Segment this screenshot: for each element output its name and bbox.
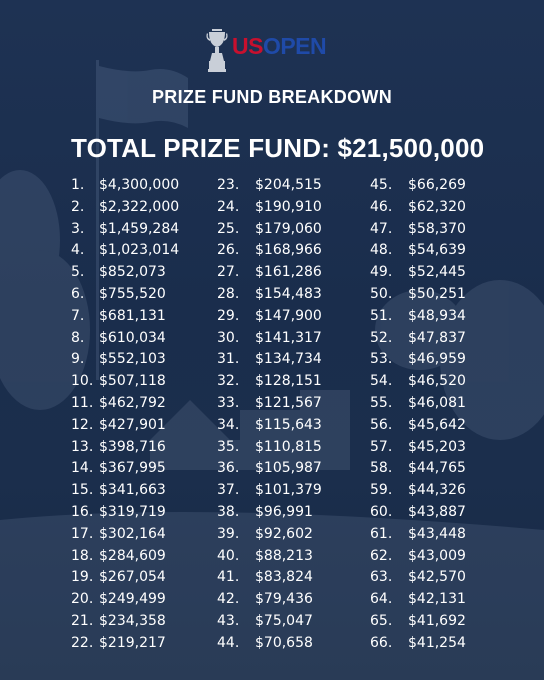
prize-amount: $41,692 — [408, 612, 466, 629]
prize-rank: 37. — [217, 482, 240, 499]
prize-row — [370, 328, 466, 350]
prize-amount: $47,837 — [408, 329, 466, 346]
prize-amount: $46,959 — [408, 351, 466, 368]
prize-amount: $234,358 — [99, 612, 166, 629]
prize-rank: 30. — [217, 329, 240, 346]
prize-amount: $83,824 — [255, 569, 313, 586]
prize-rank: 63. — [370, 569, 393, 586]
prize-amount: $755,520 — [99, 285, 166, 302]
prize-rank: 54. — [370, 373, 393, 390]
prize-amount: $42,570 — [408, 569, 466, 586]
prize-row — [370, 240, 466, 262]
prize-row — [370, 175, 466, 197]
prize-rank: 33. — [217, 394, 240, 411]
prize-column-3 — [370, 175, 466, 655]
prize-amount: $267,054 — [99, 569, 166, 586]
prize-row — [217, 328, 322, 350]
prize-row — [217, 240, 322, 262]
prize-rank: 11. — [71, 394, 94, 411]
prize-amount: $75,047 — [255, 612, 313, 629]
prize-row — [370, 480, 466, 502]
prize-row — [370, 458, 466, 480]
prize-amount: $1,459,284 — [99, 220, 180, 237]
prize-rank: 19. — [71, 569, 94, 586]
prize-row — [71, 633, 179, 655]
prize-amount: $70,658 — [255, 634, 313, 651]
prize-row — [370, 219, 466, 241]
prize-amount: $4,300,000 — [99, 177, 180, 193]
prize-row — [71, 524, 179, 546]
prize-rank: 27. — [217, 264, 240, 281]
trophy-icon — [206, 27, 228, 73]
logo-us: US — [232, 33, 263, 59]
prize-row — [217, 262, 322, 284]
prize-row — [217, 393, 322, 415]
prize-rank: 20. — [71, 591, 94, 608]
prize-rank: 45. — [370, 177, 393, 193]
prize-rank: 47. — [370, 220, 393, 237]
prize-amount: $507,118 — [99, 373, 166, 390]
prize-rank: 66. — [370, 634, 393, 651]
prize-row — [370, 306, 466, 328]
prize-amount: $46,520 — [408, 373, 466, 390]
prize-amount: $2,322,000 — [99, 198, 180, 215]
prize-row — [71, 306, 179, 328]
prize-row — [217, 524, 322, 546]
prize-row — [370, 589, 466, 611]
prize-rank: 39. — [217, 525, 240, 542]
prize-row — [370, 197, 466, 219]
prize-amount: $147,900 — [255, 307, 322, 324]
prize-amount: $48,934 — [408, 307, 466, 324]
prize-row — [71, 219, 179, 241]
prize-amount: $110,815 — [255, 438, 322, 455]
prize-amount: $852,073 — [99, 264, 166, 281]
prize-amount: $54,639 — [408, 242, 466, 259]
prize-row — [217, 437, 322, 459]
prize-rank: 58. — [370, 460, 393, 477]
prize-amount: $88,213 — [255, 547, 313, 564]
prize-rank: 49. — [370, 264, 393, 281]
prize-amount: $219,217 — [99, 634, 166, 651]
prize-rank: 51. — [370, 307, 393, 324]
prize-rank: 4. — [71, 242, 85, 259]
prize-row — [217, 611, 322, 633]
prize-rank: 57. — [370, 438, 393, 455]
prize-row — [71, 415, 179, 437]
prize-row — [217, 219, 322, 241]
prize-amount: $52,445 — [408, 264, 466, 281]
prize-rank: 41. — [217, 569, 240, 586]
prize-amount: $341,663 — [99, 482, 166, 499]
prize-row — [71, 262, 179, 284]
prize-rank: 64. — [370, 591, 393, 608]
prize-amount: $141,317 — [255, 329, 322, 346]
prize-row — [71, 458, 179, 480]
prize-rank: 52. — [370, 329, 393, 346]
prize-rank: 15. — [71, 482, 94, 499]
prize-rank: 46. — [370, 198, 393, 215]
prize-row — [370, 262, 466, 284]
prize-rank: 3. — [71, 220, 85, 237]
prize-amount: $43,448 — [408, 525, 466, 542]
prize-row — [71, 284, 179, 306]
prize-rank: 22. — [71, 634, 94, 651]
prize-rank: 44. — [217, 634, 240, 651]
prize-row — [217, 349, 322, 371]
prize-amount: $43,009 — [408, 547, 466, 564]
prize-rank: 42. — [217, 591, 240, 608]
prize-rank: 24. — [217, 198, 240, 215]
prize-amount: $62,320 — [408, 198, 466, 215]
prize-rank: 55. — [370, 394, 393, 411]
prize-amount: $610,034 — [99, 329, 166, 346]
prize-amount: $552,103 — [99, 351, 166, 368]
prize-row — [71, 589, 179, 611]
prize-row — [370, 393, 466, 415]
prize-amount: $46,081 — [408, 394, 466, 411]
prize-amount: $427,901 — [99, 416, 166, 433]
prize-amount: $168,966 — [255, 242, 322, 259]
prize-rank: 36. — [217, 460, 240, 477]
prize-amount: $161,286 — [255, 264, 322, 281]
prize-row — [370, 415, 466, 437]
prize-amount: $66,269 — [408, 177, 466, 193]
prize-amount: $45,203 — [408, 438, 466, 455]
prize-amount: $179,060 — [255, 220, 322, 237]
prize-rank: 60. — [370, 503, 393, 520]
prize-rank: 59. — [370, 482, 393, 499]
prize-rank: 53. — [370, 351, 393, 368]
prize-rank: 12. — [71, 416, 94, 433]
prize-row — [370, 284, 466, 306]
prize-row — [217, 567, 322, 589]
prize-row — [370, 524, 466, 546]
prize-rank: 25. — [217, 220, 240, 237]
prize-row — [71, 175, 179, 197]
prize-rank: 43. — [217, 612, 240, 629]
prize-row — [71, 393, 179, 415]
prize-amount: $101,379 — [255, 482, 322, 499]
prize-rank: 23. — [217, 177, 240, 193]
prize-amount: $43,887 — [408, 503, 466, 520]
prize-rank: 21. — [71, 612, 94, 629]
prize-row — [71, 546, 179, 568]
prize-row — [217, 458, 322, 480]
us-open-wordmark — [232, 33, 326, 60]
prize-rank: 8. — [71, 329, 85, 346]
prize-rank: 16. — [71, 503, 94, 520]
prize-row — [217, 589, 322, 611]
prize-amount: $44,326 — [408, 482, 466, 499]
prize-amount: $121,567 — [255, 394, 322, 411]
prize-amount: $1,023,014 — [99, 242, 180, 259]
prize-rank: 28. — [217, 285, 240, 302]
prize-row — [217, 197, 322, 219]
prize-column-2 — [217, 175, 322, 655]
prize-amount: $284,609 — [99, 547, 166, 564]
prize-rank: 34. — [217, 416, 240, 433]
prize-row — [71, 437, 179, 459]
prize-row — [71, 502, 179, 524]
prize-row — [217, 502, 322, 524]
prize-row — [71, 328, 179, 350]
prize-rank: 38. — [217, 503, 240, 520]
prize-row — [217, 284, 322, 306]
prize-amount: $44,765 — [408, 460, 466, 477]
prize-row — [370, 611, 466, 633]
prize-row — [370, 437, 466, 459]
prize-row — [217, 633, 322, 655]
prize-amount: $367,995 — [99, 460, 166, 477]
prize-amount: $249,499 — [99, 591, 166, 608]
prize-amount: $41,254 — [408, 634, 466, 651]
prize-row — [370, 502, 466, 524]
prize-rank: 32. — [217, 373, 240, 390]
prize-row — [71, 371, 179, 393]
prize-rank: 10. — [71, 373, 94, 390]
prize-rank: 1. — [71, 177, 85, 193]
prize-rank: 62. — [370, 547, 393, 564]
prize-column-1 — [71, 175, 179, 655]
prize-amount: $92,602 — [255, 525, 313, 542]
prize-amount: $134,734 — [255, 351, 322, 368]
prize-amount: $96,991 — [255, 503, 313, 520]
prize-rank: 17. — [71, 525, 94, 542]
prize-rank: 26. — [217, 242, 240, 259]
prize-rank: 13. — [71, 438, 94, 455]
prize-amount: $462,792 — [99, 394, 166, 411]
prize-row — [71, 611, 179, 633]
prize-row — [217, 415, 322, 437]
prize-row — [370, 371, 466, 393]
prize-row — [370, 567, 466, 589]
prize-amount: $50,251 — [408, 285, 466, 302]
prize-rank: 48. — [370, 242, 393, 259]
prize-row — [217, 371, 322, 393]
prize-amount: $79,436 — [255, 591, 313, 608]
prize-rank: 7. — [71, 307, 85, 324]
prize-row — [217, 306, 322, 328]
prize-row — [71, 349, 179, 371]
prize-rank: 40. — [217, 547, 240, 564]
prize-amount: $319,719 — [99, 503, 166, 520]
prize-amount: $115,643 — [255, 416, 322, 433]
prize-amount: $204,515 — [255, 177, 322, 193]
prize-rank: 65. — [370, 612, 393, 629]
prize-row — [217, 175, 322, 197]
prize-rank: 56. — [370, 416, 393, 433]
prize-rank: 35. — [217, 438, 240, 455]
prize-rank: 9. — [71, 351, 85, 368]
prize-amount: $42,131 — [408, 591, 466, 608]
prize-amount: $58,370 — [408, 220, 466, 237]
prize-rank: 6. — [71, 285, 85, 302]
prize-amount: $128,151 — [255, 373, 322, 390]
prize-row — [370, 349, 466, 371]
prize-rank: 14. — [71, 460, 94, 477]
prize-amount: $398,716 — [99, 438, 166, 455]
prize-amount: $154,483 — [255, 285, 322, 302]
prize-row — [71, 240, 179, 262]
prize-row — [370, 633, 466, 655]
prize-amount: $681,131 — [99, 307, 166, 324]
prize-amount: $105,987 — [255, 460, 322, 477]
prize-row — [71, 197, 179, 219]
prize-rank: 5. — [71, 264, 85, 281]
prize-row — [71, 480, 179, 502]
page-subtitle: PRIZE FUND BREAKDOWN — [152, 87, 392, 107]
prize-amount: $45,642 — [408, 416, 466, 433]
prize-row — [71, 567, 179, 589]
logo-open: OPEN — [262, 33, 327, 59]
prize-amount: $302,164 — [99, 525, 166, 542]
prize-rank: 31. — [217, 351, 240, 368]
prize-rank: 61. — [370, 525, 393, 542]
prize-row — [370, 546, 466, 568]
prize-rank: 18. — [71, 547, 94, 564]
prize-row — [217, 546, 322, 568]
prize-row — [217, 480, 322, 502]
prize-rank: 29. — [217, 307, 240, 324]
prize-rank: 50. — [370, 285, 393, 302]
prize-amount: $190,910 — [255, 198, 322, 215]
us-open-logo — [206, 27, 338, 77]
prize-rank: 2. — [71, 198, 85, 215]
total-prize-fund: TOTAL PRIZE FUND: $21,500,000 — [71, 133, 485, 163]
